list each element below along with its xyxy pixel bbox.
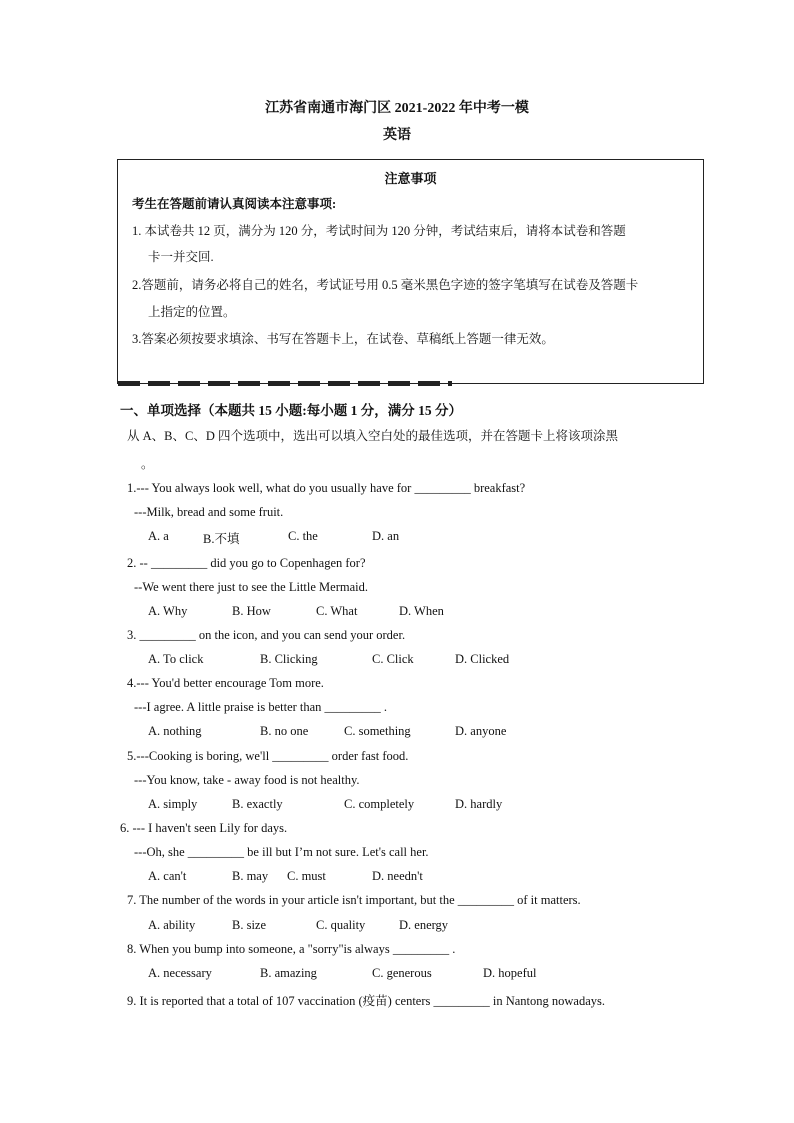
question-1-option-b: B.不填 [203,532,240,546]
question-6-stem: 6. --- I haven't seen Lily for days. [120,821,288,835]
notice-title: 注意事项 [384,171,437,186]
notice-item-2-cont: 上指定的位置。 [148,305,236,319]
question-3-option-c: C. Click [372,652,414,666]
clipped-text-line [118,381,452,386]
question-1-option-c: C. the [288,529,318,543]
section-instruction-cont: 。 [141,457,154,471]
question-6-option-d: D. needn't [372,869,423,883]
question-9-stem: 9. It is reported that a total of 107 vaccination (疫苗) centers _________ in Nantong nowadays. [127,994,606,1008]
question-4-option-b: B. no one [260,724,309,738]
question-6-option-a: A. can't [148,869,187,883]
question-4-option-d: D. anyone [455,724,507,738]
question-1-stem: 1.--- You always look well, what do you usually have for _________ breakfast? [127,481,526,495]
section-instruction: 从 A、B、C、D 四个选项中，选出可以填入空白处的最佳选项，并在答题卡上将该项涂黑 [127,429,618,443]
question-7-option-d: D. energy [399,918,449,932]
question-1-option-d: D. an [372,529,400,543]
question-7-option-b: B. size [232,918,267,932]
question-3-option-b: B. Clicking [260,652,318,666]
section-heading: 一、单项选择（本题共 15 小题:每小题 1 分，满分 15 分） [120,403,462,418]
notice-item-2: 2.答题前，请务必将自己的姓名，考试证号用 0.5 毫米黑色字迹的签字笔填写在试卷及答题卡 [132,278,639,292]
question-1-option-a: A. a [148,529,169,543]
question-5-stem: 5.---Cooking is boring, we'll _________ order fast food. [127,749,409,763]
question-4-reply: ---I agree. A little praise is better than _________ . [134,700,388,714]
exam-title: 江苏省南通市海门区 2021-2022 年中考一模 [265,101,529,116]
question-4-stem: 4.--- You'd better encourage Tom more. [127,676,324,690]
question-7-option-c: C. quality [316,918,366,932]
notice-lead: 考生在答题前请认真阅读本注意事项: [132,197,337,211]
question-6-option-b: B. may [232,869,269,883]
question-2-option-c: C. What [316,604,358,618]
question-8-stem: 8. When you bump into someone, a "sorry"is always _________ . [127,942,456,956]
question-6-reply: ---Oh, she _________ be ill but I’m not sure. Let's call her. [134,845,429,859]
question-8-option-a: A. necessary [148,966,212,980]
question-4-option-c: C. something [344,724,411,738]
question-8-option-d: D. hopeful [483,966,537,980]
question-2-option-d: D. When [399,604,444,618]
question-8-option-c: C. generous [372,966,432,980]
question-7-stem: 7. The number of the words in your article isn't important, but the _________ of it matters. [127,893,581,907]
question-5-option-c: C. completely [344,797,415,811]
exam-subject: 英语 [383,128,411,143]
question-8-option-b: B. amazing [260,966,317,980]
notice-item-1-cont: 卡一并交回. [148,250,214,264]
question-1-reply: ---Milk, bread and some fruit. [134,505,284,519]
question-3-option-a: A. To click [148,652,204,666]
notice-item-3: 3.答案必须按要求填涂、书写在答题卡上，在试卷、草稿纸上答题一律无效。 [132,332,554,346]
question-7-option-a: A. ability [148,918,196,932]
question-2-option-b: B. How [232,604,271,618]
question-2-reply: --We went there just to see the Little Mermaid. [134,580,368,594]
question-4-option-a: A. nothing [148,724,202,738]
question-2-stem: 2. -- _________ did you go to Copenhagen for? [127,556,366,570]
question-6-option-c: C. must [287,869,326,883]
question-5-option-a: A. simply [148,797,198,811]
question-3-option-d: D. Clicked [455,652,510,666]
question-5-option-d: D. hardly [455,797,503,811]
question-5-option-b: B. exactly [232,797,283,811]
question-5-reply: ---You know, take - away food is not healthy. [134,773,360,787]
question-3-stem: 3. _________ on the icon, and you can send your order. [127,628,406,642]
notice-item-1: 1. 本试卷共 12 页，满分为 120 分，考试时间为 120 分钟，考试结束后，请将本试卷和答题 [132,224,626,238]
notice-box [117,159,704,384]
question-2-option-a: A. Why [148,604,188,618]
